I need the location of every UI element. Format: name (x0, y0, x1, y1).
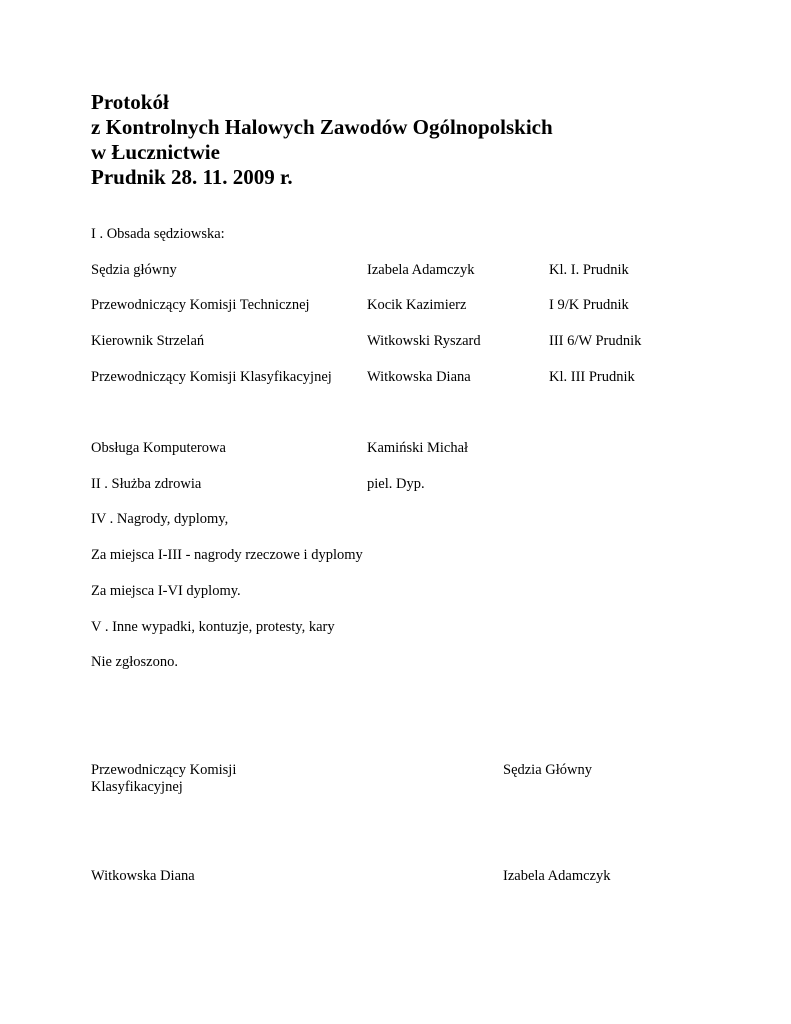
incidents-heading: V . Inne wypadki, kontuzje, protesty, kary (91, 619, 335, 635)
computer-role: Obsługa Komputerowa (91, 440, 226, 456)
row-4-role: Przewodniczący Komisji Klasyfikacyjnej (91, 369, 332, 385)
awards-line-2: Za miejsca I-VI dyplomy. (91, 583, 241, 599)
signature-left-title-1: Przewodniczący Komisji (91, 762, 237, 778)
awards-line-1: Za miejsca I-III - nagrody rzeczowe i dyplomy (91, 547, 363, 563)
section-1-heading: I . Obsada sędziowska: (91, 226, 225, 242)
document-title (91, 90, 553, 190)
row-1-name: Izabela Adamczyk (367, 262, 475, 278)
health-value: piel. Dyp. (367, 476, 425, 492)
awards-heading: IV . Nagrody, dyplomy, (91, 511, 229, 527)
incidents-value: Nie zgłoszono. (91, 654, 178, 670)
title-line-3: w Łucznictwie (91, 140, 220, 164)
signature-right-title: Sędzia Główny (503, 762, 592, 778)
title-line-4: Prudnik 28. 11. 2009 r. (91, 165, 293, 189)
row-3-class: III 6/W Prudnik (549, 333, 642, 349)
row-2-role: Przewodniczący Komisji Technicznej (91, 297, 310, 313)
health-label: II . Służba zdrowia (91, 476, 202, 492)
title-line-1: Protokół (91, 90, 169, 114)
row-1-class: Kl. I. Prudnik (549, 262, 629, 278)
signature-left-title-2: Klasyfikacyjnej (91, 779, 183, 795)
row-4-class: Kl. III Prudnik (549, 369, 635, 385)
row-2-name: Kocik Kazimierz (367, 297, 467, 313)
row-4-name: Witkowska Diana (367, 369, 471, 385)
title-line-2: z Kontrolnych Halowych Zawodów Ogólnopolskich (91, 115, 553, 139)
row-3-name: Witkowski Ryszard (367, 333, 481, 349)
computer-name: Kamiński Michał (367, 440, 469, 456)
row-3-role: Kierownik Strzelań (91, 333, 205, 349)
row-2-class: I 9/K Prudnik (549, 297, 629, 313)
signature-right-name: Izabela Adamczyk (503, 868, 611, 884)
signature-left-name: Witkowska Diana (91, 868, 195, 884)
row-1-role: Sędzia główny (91, 262, 177, 278)
